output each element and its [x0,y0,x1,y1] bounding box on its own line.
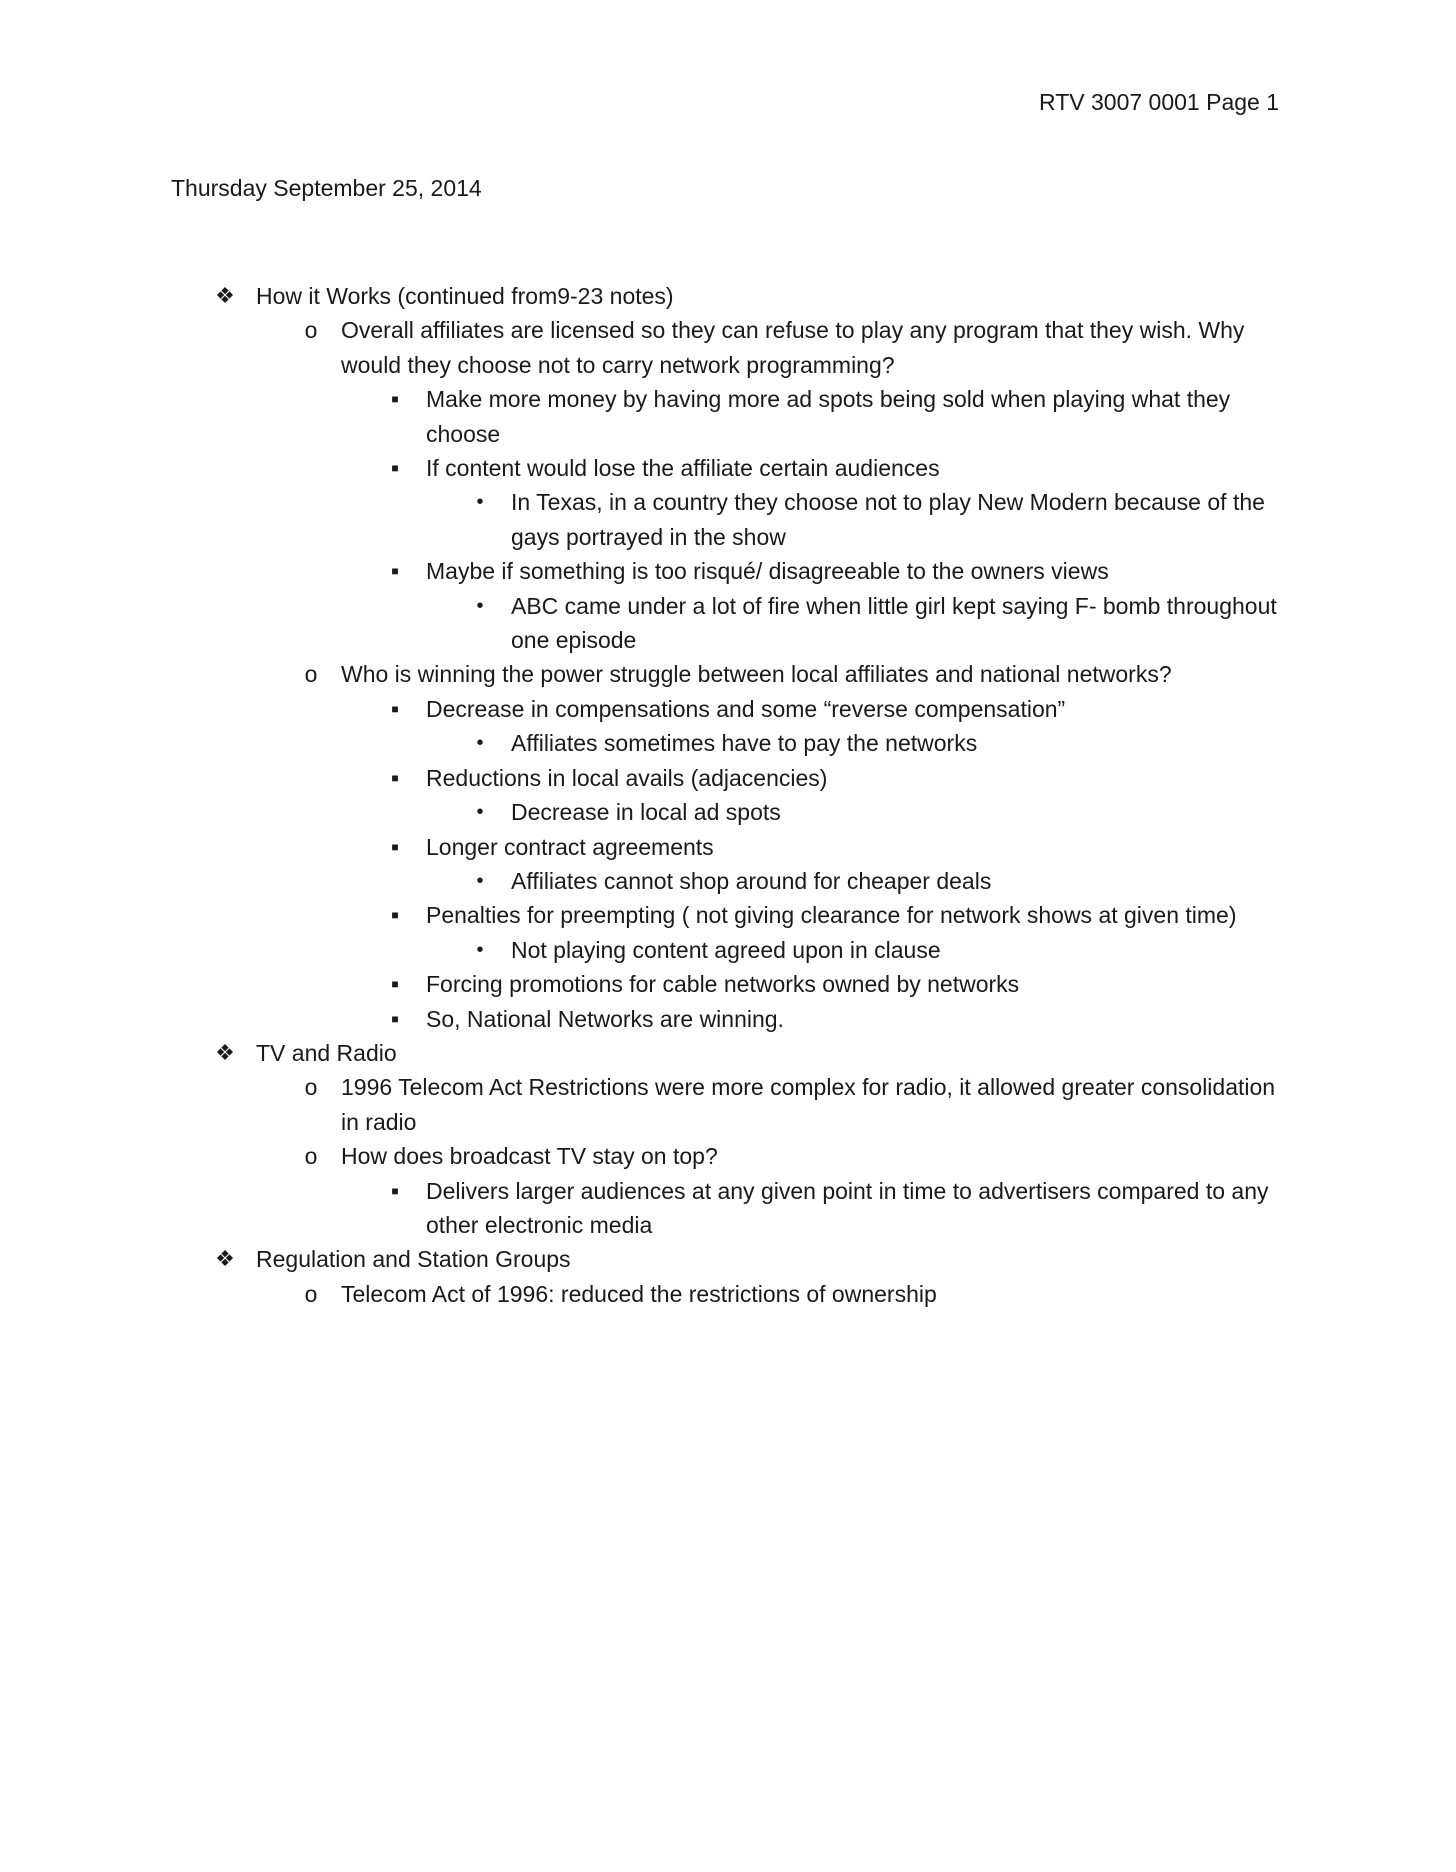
outline-item [214,795,1294,829]
outline-item [214,382,1294,451]
outline-item [214,279,1294,313]
square-bullet-icon: ■ [391,701,399,716]
outline-item-text: Not playing content agreed upon in clause [511,936,941,963]
circle-bullet-icon: o [304,1143,318,1170]
outline-item [214,485,1294,554]
outline-item [214,1277,1294,1311]
square-bullet-icon: ■ [391,1183,399,1198]
page-header: RTV 3007 0001 Page 1 [1039,89,1279,115]
dot-bullet-icon: • [476,801,484,824]
diamond-bullet-icon: ❖ [215,1039,235,1065]
outline-item-text: Penalties for preempting ( not giving clearance for network shows at given time) [426,902,1237,929]
outline-item [214,761,1294,795]
outline-item-text: Regulation and Station Groups [256,1246,571,1273]
outline-item-text: Who is winning the power struggle between local affiliates and national networks? [341,661,1172,688]
outline-item-text: Make more money by having more ad spots being sold when playing what they choose [426,386,1231,447]
outline-item [214,451,1294,485]
dot-bullet-icon: • [476,732,484,755]
outline-item-text: Forcing promotions for cable networks owned by networks [426,971,1020,998]
outline-item [214,933,1294,967]
diamond-bullet-icon: ❖ [215,1246,235,1272]
outline-item-text: In Texas, in a country they choose not to play New Modern because of the gays portrayed in the show [511,489,1265,550]
outline-item-text: Decrease in local ad spots [511,799,781,826]
outline-item-text: Overall affiliates are licensed so they can refuse to play any program that they wish. Why would they choose not to carry network programming? [341,317,1245,378]
outline-item-text: If content would lose the affiliate certain audiences [426,455,940,482]
outline-item [214,1002,1294,1036]
circle-bullet-icon: o [304,1074,318,1101]
outline-item-text: Affiliates cannot shop around for cheaper deals [511,867,992,894]
outline-item-text: Affiliates sometimes have to pay the networks [511,730,978,757]
outline-item [214,967,1294,1001]
outline-item [214,554,1294,588]
outline-item [214,898,1294,932]
dot-bullet-icon: • [476,938,484,961]
outline-item [214,1139,1294,1173]
square-bullet-icon: ■ [391,564,399,579]
outline-item-text: So, National Networks are winning. [426,1005,784,1032]
outline-item [214,692,1294,726]
outline-item-text: Longer contract agreements [426,833,714,860]
square-bullet-icon: ■ [391,1011,399,1026]
outline-item-text: TV and Radio [256,1039,397,1066]
outline-item [214,313,1294,382]
outline-item [214,589,1294,658]
outline-item-text: Delivers larger audiences at any given point in time to advertisers compared to any other electronic media [426,1177,1269,1238]
outline-item [214,657,1294,691]
circle-bullet-icon: o [304,317,318,344]
outline-item [214,864,1294,898]
circle-bullet-icon: o [304,1280,318,1307]
square-bullet-icon: ■ [391,770,399,785]
square-bullet-icon: ■ [391,839,399,854]
document-date: Thursday September 25, 2014 [171,175,482,201]
outline-item-text: Decrease in compensations and some “reverse compensation” [426,695,1066,722]
dot-bullet-icon: • [476,594,484,617]
notes-outline [214,279,1294,1311]
outline-item [214,1036,1294,1070]
diamond-bullet-icon: ❖ [215,283,235,308]
circle-bullet-icon: o [304,661,318,688]
outline-item [214,726,1294,760]
outline-item-text: Telecom Act of 1996: reduced the restrictions of ownership [341,1280,937,1307]
outline-item [214,830,1294,864]
outline-item-text: 1996 Telecom Act Restrictions were more complex for radio, it allowed greater consolidation in radio [341,1074,1276,1135]
outline-item-text: Reductions in local avails (adjacencies) [426,764,828,791]
dot-bullet-icon: • [476,491,484,514]
dot-bullet-icon: • [476,869,484,892]
square-bullet-icon: ■ [391,977,399,992]
square-bullet-icon: ■ [391,392,399,407]
square-bullet-icon: ■ [391,461,399,476]
outline-item-text: How it Works (continued from9-23 notes) [256,283,674,309]
outline-item [214,1174,1294,1243]
outline-item-text: How does broadcast TV stay on top? [341,1143,718,1170]
square-bullet-icon: ■ [391,908,399,923]
outline-item-text: ABC came under a lot of fire when little girl kept saying F- bomb throughout one episode [511,592,1277,654]
outline-item [214,1070,1294,1139]
outline-item-text: Maybe if something is too risqué/ disagreeable to the owners views [426,558,1109,585]
outline-item [214,1242,1294,1276]
